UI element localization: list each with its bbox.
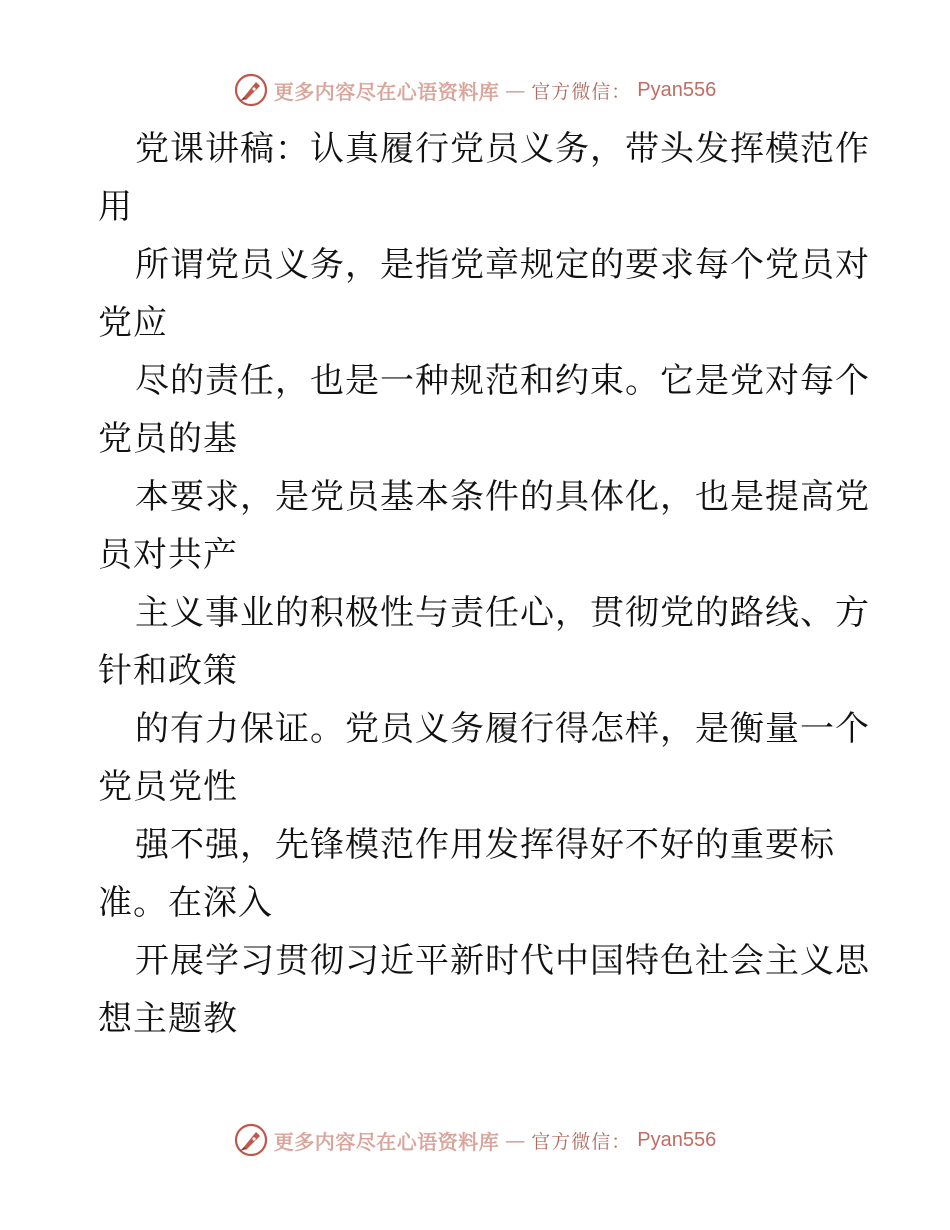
text-line: 党员的基	[98, 419, 238, 459]
text-line: 党应	[98, 303, 168, 343]
promo-text: 更多内容尽在心语资料库	[273, 1129, 500, 1154]
wechat-label: 官方微信：	[531, 80, 632, 103]
separator-dash: —	[505, 1128, 526, 1152]
promo-text: 更多内容尽在心语资料库	[273, 79, 500, 104]
text-line: 针和政策	[98, 651, 238, 691]
text-line: 员对共产	[98, 535, 238, 575]
text-line: 用	[98, 187, 133, 227]
text-line: 主义事业的积极性与责任心，贯彻党的路线、方	[135, 593, 870, 633]
text-line: 准。在深入	[98, 883, 273, 923]
title-line: 党课讲稿：认真履行党员义务，带头发挥模范作	[135, 129, 870, 169]
text-line: 本要求，是党员基本条件的具体化，也是提高党	[135, 477, 870, 517]
pen-nib-logo-icon	[234, 1123, 268, 1157]
text-line: 想主题教	[98, 999, 238, 1039]
document-body	[98, 120, 870, 1048]
text-line: 强不强，先锋模范作用发挥得好不好的重要标	[135, 825, 835, 865]
text-line: 所谓党员义务，是指党章规定的要求每个党员对	[135, 245, 870, 285]
text-line: 党员党性	[98, 767, 238, 807]
wechat-label: 官方微信：	[531, 1130, 632, 1153]
separator-dash: —	[505, 78, 526, 102]
wechat-id: Pyan556	[637, 78, 717, 101]
text-line: 尽的责任，也是一种规范和约束。它是党对每个	[135, 361, 870, 401]
pen-nib-logo-icon	[234, 73, 268, 107]
header-watermark-banner	[0, 70, 950, 110]
text-line: 开展学习贯彻习近平新时代中国特色社会主义思	[135, 941, 870, 981]
footer-watermark-banner	[0, 1120, 950, 1160]
text-line: 的有力保证。党员义务履行得怎样，是衡量一个	[135, 709, 870, 749]
wechat-id: Pyan556	[637, 1128, 717, 1151]
